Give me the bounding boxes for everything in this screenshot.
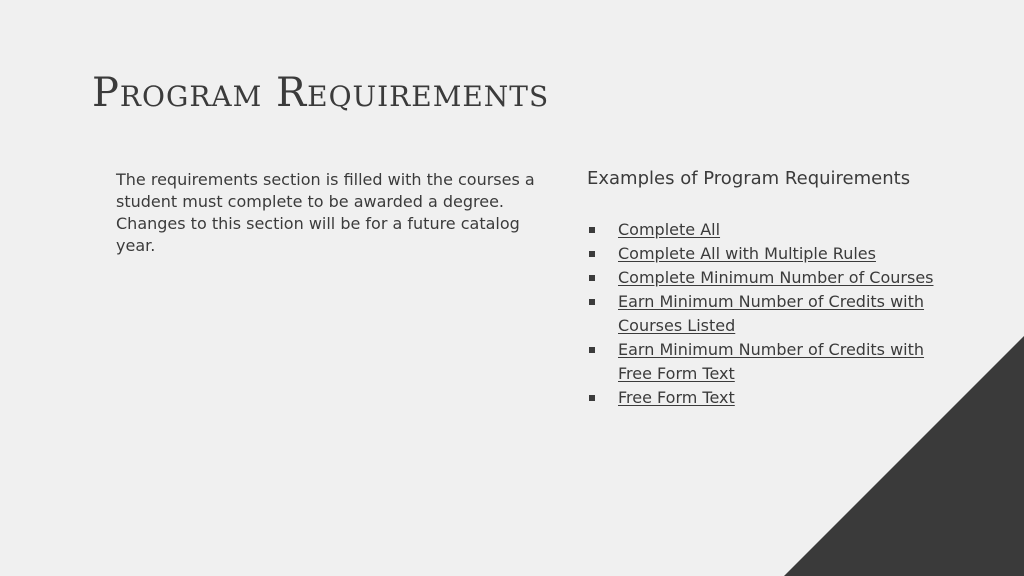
- example-link-complete-all-multiple-rules[interactable]: Complete All with Multiple Rules: [618, 244, 876, 263]
- list-item: [587, 242, 957, 266]
- list-item: [587, 218, 957, 242]
- square-bullet-icon: [589, 275, 595, 281]
- body-text: The requirements section is filled with the courses a student must complete to be awarded a degree. Changes to this section will be for a future catalog year.: [116, 170, 535, 255]
- example-link-credits-courses-listed[interactable]: Earn Minimum Number of Credits with Courses Listed: [618, 292, 925, 335]
- square-bullet-icon: [589, 299, 595, 305]
- square-bullet-icon: [589, 251, 595, 257]
- corner-triangle-decoration: [784, 336, 1024, 576]
- square-bullet-icon: [589, 227, 595, 233]
- square-bullet-icon: [589, 347, 595, 353]
- example-link-free-form-text[interactable]: Free Form Text: [618, 388, 735, 407]
- list-item: [587, 290, 957, 338]
- corner-triangle-shape: [784, 336, 1024, 576]
- page-title: Program Requirements: [92, 70, 550, 116]
- example-link-complete-minimum-courses[interactable]: Complete Minimum Number of Courses: [618, 268, 934, 287]
- square-bullet-icon: [589, 395, 595, 401]
- example-link-credits-free-form-text[interactable]: Earn Minimum Number of Credits with Free Form Text: [618, 340, 925, 383]
- examples-heading: Examples of Program Requirements: [587, 168, 911, 189]
- example-link-complete-all[interactable]: Complete All: [618, 220, 721, 239]
- list-item: [587, 266, 957, 290]
